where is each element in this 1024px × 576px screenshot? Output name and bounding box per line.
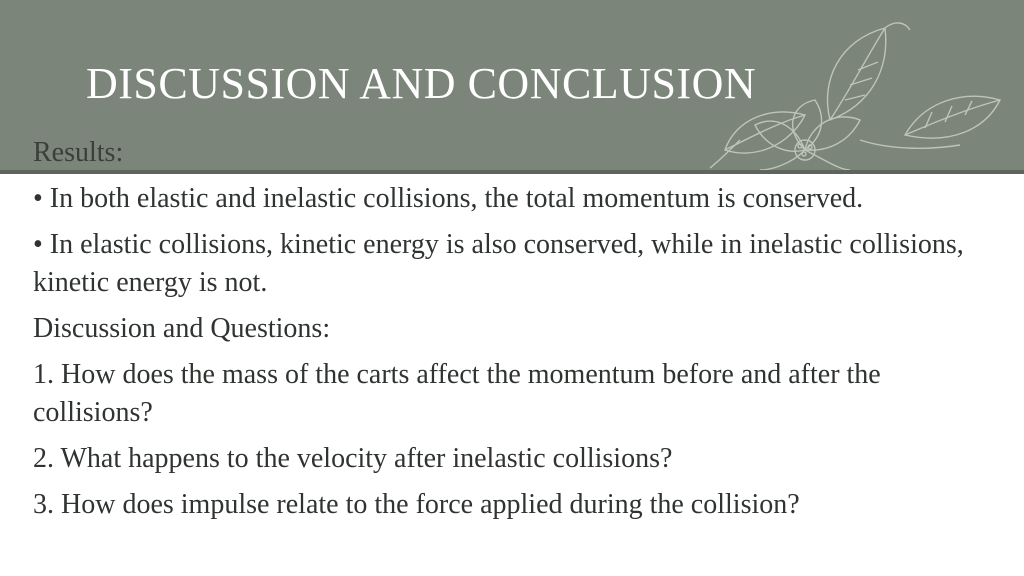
discussion-heading: Discussion and Questions: bbox=[33, 313, 331, 344]
bullet-kinetic-energy: • In elastic collisions, kinetic energy is also conserved, while in inelastic collisions, kinetic energy is not. bbox=[33, 229, 964, 298]
slide-title: DISCUSSION AND CONCLUSION bbox=[86, 59, 757, 108]
results-label: Results: bbox=[33, 137, 124, 168]
slide-body bbox=[33, 180, 993, 532]
header-divider bbox=[0, 170, 1024, 174]
bullet-momentum: • In both elastic and inelastic collisions, the total momentum is conserved. bbox=[33, 183, 864, 214]
question-1: 1. How does the mass of the carts affect the momentum before and after the collisions? bbox=[33, 359, 881, 428]
question-3: 3. How does impulse relate to the force applied during the collision? bbox=[33, 489, 800, 520]
question-2: 2. What happens to the velocity after inelastic collisions? bbox=[33, 443, 673, 474]
